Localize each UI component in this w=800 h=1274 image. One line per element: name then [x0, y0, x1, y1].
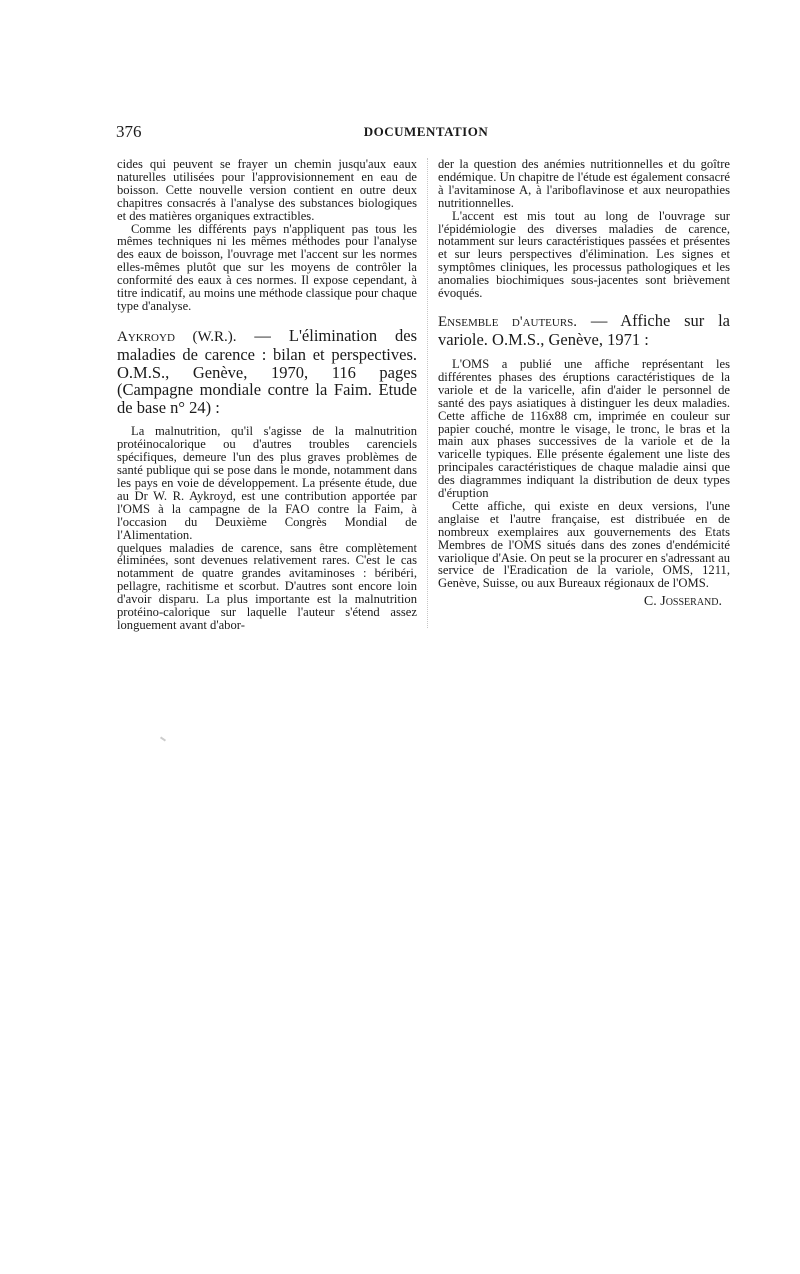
- bibliographic-entry-affiche: [438, 312, 730, 349]
- bibliographic-entry-aykroyd: [117, 327, 417, 417]
- page-number: 376: [116, 122, 142, 141]
- right-paragraph-1: der la question des anémies nutritionnelles et du goître endémique. Un chapitre de l'étude est également consacré à l'avitaminose A, à l'ariboflavinose et aux neuropathies nutritionnelles.: [438, 157, 730, 210]
- reference-title: — Affiche sur la variole. O.M.S., Genève, 1971 :: [438, 310, 730, 350]
- signature-initial: C.: [643, 594, 661, 610]
- reference-title: — L'élimination des maladies de carence : bilan et perspectives. O.M.S., Genève, 1970, 116 pages (Campagne mondiale contre la Faim. Etude de base n° 24) :: [117, 325, 417, 417]
- print-speck: [160, 736, 166, 741]
- signature: [438, 596, 730, 609]
- reference-author: Aykroyd (W.R.).: [117, 328, 237, 345]
- running-title: DOCUMENTATION: [363, 124, 489, 139]
- left-paragraph-3: La malnutrition, qu'il s'agisse de la malnutrition protéinocalorique ou d'autres troubles carenciels spécifiques, demeure l'un des plus graves problèmes de santé publique qui se pose dans le monde, notamment dans les pays en voie de développement. La présente étude, due au Dr W. R. Aykroyd, est une contribution apportée par l'OMS à la campagne de la FAO contre la Faim, à l'occasion du Deuxième Congrès Mondial de l'Alimentation.: [117, 424, 417, 542]
- left-paragraph-2: Comme les différents pays n'appliquent pas tous les mêmes techniques ni les mêmes méthodes pour l'analyse des eaux de boisson, l'ouvrage met l'accent sur les normes elles-mêmes plutôt que sur les moyens de contrôler la conformité des eaux à ces normes. Il expose cependant, à titre indicatif, au moins une méthode classique pour chaque type d'analyse.: [117, 221, 417, 313]
- left-column: [117, 158, 417, 632]
- right-paragraph-4: Cette affiche, qui existe en deux versions, l'une anglaise et l'autre française, est distribuée en de nombreux exemplaires aux gouvernements des Etats Membres de l'OMS situés dans des zones d'endémicité variolique d'Asie. On peut se la procurer en s'adressant au service de l'Eradication de la variole, OMS, 1211, Genève, Suisse, ou aux Bureaux régionaux de l'OMS.: [438, 498, 730, 591]
- left-paragraph-4: quelques maladies de carence, sans être complètement éliminées, sont devenues relativement rares. C'est le cas notamment de quatre grandes avitaminoses : béribéri, pellagre, rachitisme et scorbut. D'autres sont encore loin d'avoir disparu. La plus importante est la malnutrition protéino-calorique sur laquelle l'auteur s'étend assez longuement avant d'abor-: [117, 540, 417, 632]
- column-divider: [427, 158, 428, 628]
- signature-name: Josserand.: [660, 594, 722, 610]
- right-paragraph-2: L'accent est mis tout au long de l'ouvrage sur l'épidémiologie des diverses maladies de carence, notamment sur leurs caractéristiques passées et présentes et sur leurs perspectives d'élimination. Les signes et symptômes cliniques, les processus pathologiques et les anomalies biochimiques sous-jacentes sont brièvement évoqués.: [438, 208, 730, 301]
- left-paragraph-1: cides qui peuvent se frayer un chemin jusqu'aux eaux naturelles utilisées pour l'approvisionnement en eau de boisson. Cette nouvelle version contient en outre deux chapitres consacrés à l'analyse des substances biologiques et des matières organiques extractibles.: [117, 157, 417, 223]
- right-paragraph-3: L'OMS a publié une affiche représentant les différentes phases des éruptions caractéristiques de la variole et de la varicelle, afin d'aider le personnel de santé des pays asiatiques à distinguer les deux maladies. Cette affiche de 116x88 cm, imprimée en couleur sur papier couché, montre le visage, le tronc, le bras et la main aux phases successives de la variole et de la varicelle typiques. Elle présente également une liste des principales caractéristiques de chaque maladie ainsi que des diagrammes indiquant la distribution de deux types d'éruption: [438, 356, 730, 501]
- right-column: [438, 158, 730, 609]
- page-header: [116, 122, 736, 142]
- reference-author: Ensemble d'auteurs.: [438, 313, 578, 330]
